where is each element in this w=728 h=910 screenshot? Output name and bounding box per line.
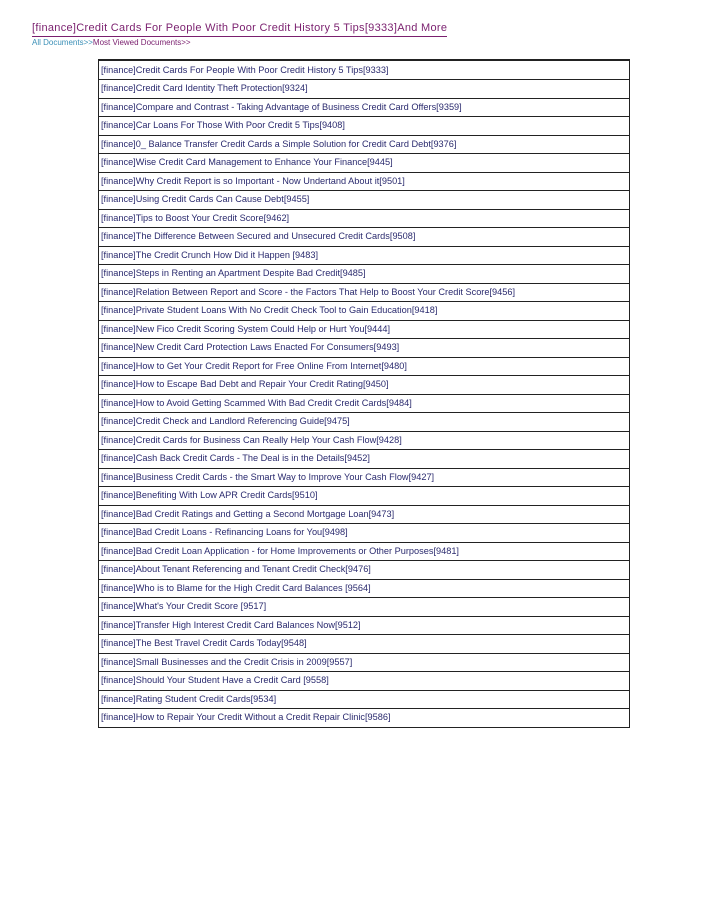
table-row	[99, 654, 629, 673]
document-link[interactable]: [finance]Bad Credit Ratings and Getting a Second Mortgage Loan[9473]	[101, 508, 395, 519]
document-link[interactable]: [finance]Tips to Boost Your Credit Score[9462]	[101, 212, 290, 223]
document-link[interactable]: [finance]Credit Cards For People With Poor Credit History 5 Tips[9333]	[101, 65, 389, 75]
document-link[interactable]: [finance]Credit Cards for Business Can Really Help Your Cash Flow[9428]	[101, 434, 402, 445]
document-link[interactable]: [finance]Rating Student Credit Cards[9534]	[101, 693, 277, 704]
document-link[interactable]: [finance]The Credit Crunch How Did it Happen [9483]	[101, 249, 319, 260]
table-row	[99, 691, 629, 710]
table-row	[99, 117, 629, 136]
table-row	[99, 635, 629, 654]
document-link[interactable]: [finance]How to Avoid Getting Scammed With Bad Credit Credit Cards[9484]	[101, 397, 412, 408]
document-link[interactable]: [finance]Bad Credit Loans - Refinancing Loans for You[9498]	[101, 527, 348, 537]
document-link[interactable]: [finance]What's Your Credit Score [9517]	[101, 601, 267, 611]
table-row	[99, 80, 629, 99]
document-link[interactable]: [finance]Why Credit Report is so Important - Now Undertand About it[9501]	[101, 175, 405, 186]
document-link[interactable]: [finance]Relation Between Report and Score - the Factors That Help to Boost Your Credit Score[9456]	[101, 286, 516, 297]
table-row	[99, 543, 629, 562]
document-link[interactable]: [finance]The Difference Between Secured and Unsecured Credit Cards[9508]	[101, 231, 416, 241]
document-link[interactable]: [finance]Benefiting With Low APR Credit Cards[9510]	[101, 490, 318, 500]
table-row	[99, 506, 629, 525]
table-row	[99, 321, 629, 340]
document-link[interactable]: [finance]New Credit Card Protection Laws Enacted For Consumers[9493]	[101, 342, 400, 352]
document-link[interactable]: [finance]How to Repair Your Credit Without a Credit Repair Clinic[9586]	[101, 712, 391, 722]
document-link[interactable]: [finance]Bad Credit Loan Application - for Home Improvements or Other Purposes[9481]	[101, 545, 459, 556]
breadcrumb	[32, 38, 191, 47]
table-row	[99, 302, 629, 321]
document-link[interactable]: [finance]Cash Back Credit Cards - The Deal is in the Details[9452]	[101, 453, 370, 463]
document-link[interactable]: [finance]Who is to Blame for the High Credit Card Balances [9564]	[101, 582, 371, 593]
document-link[interactable]: [finance]How to Escape Bad Debt and Repair Your Credit Rating[9450]	[101, 379, 389, 389]
breadcrumb-all-documents-link[interactable]: All Documents>>	[32, 38, 93, 47]
table-row	[99, 247, 629, 266]
document-link[interactable]: [finance]New Fico Credit Scoring System Could Help or Hurt You[9444]	[101, 323, 391, 334]
table-row	[99, 339, 629, 358]
document-link[interactable]: [finance]Wise Credit Card Management to Enhance Your Finance[9445]	[101, 157, 393, 167]
document-link[interactable]: [finance]Car Loans For Those With Poor Credit 5 Tips[9408]	[101, 120, 345, 130]
table-row	[99, 284, 629, 303]
document-link[interactable]: [finance]Compare and Contrast - Taking Advantage of Business Credit Card Offers[9359]	[101, 101, 462, 112]
table-row	[99, 154, 629, 173]
table-row	[99, 672, 629, 691]
document-list	[98, 59, 630, 728]
breadcrumb-most-viewed-link[interactable]: Most Viewed Documents>>	[92, 38, 191, 47]
table-row	[99, 487, 629, 506]
table-row	[99, 358, 629, 377]
document-link[interactable]: [finance]Using Credit Cards Can Cause Debt[9455]	[101, 194, 310, 204]
table-row	[99, 413, 629, 432]
document-link[interactable]: [finance]Small Businesses and the Credit Crisis in 2009[9557]	[101, 656, 353, 667]
table-row	[99, 376, 629, 395]
table-row	[99, 395, 629, 414]
document-link[interactable]: [finance]Business Credit Cards - the Smart Way to Improve Your Cash Flow[9427]	[101, 471, 435, 482]
document-link[interactable]: [finance]Credit Check and Landlord Referencing Guide[9475]	[101, 416, 350, 426]
table-row	[99, 617, 629, 636]
table-row	[99, 598, 629, 617]
document-link[interactable]: [finance]Private Student Loans With No Credit Check Tool to Gain Education[9418]	[101, 305, 438, 315]
document-link[interactable]: [finance]About Tenant Referencing and Tenant Credit Check[9476]	[101, 564, 371, 574]
document-link[interactable]: [finance]Should Your Student Have a Credit Card [9558]	[101, 675, 329, 685]
page-title: [finance]Credit Cards For People With Poor Credit History 5 Tips[9333]And More	[32, 22, 447, 37]
document-link[interactable]: [finance]Transfer High Interest Credit Card Balances Now[9512]	[101, 619, 361, 630]
table-row	[99, 60, 629, 80]
table-row	[99, 191, 629, 210]
table-row	[99, 580, 629, 599]
document-link[interactable]: [finance]0_ Balance Transfer Credit Cards a Simple Solution for Credit Card Debt[9376]	[101, 138, 457, 149]
table-row	[99, 99, 629, 118]
table-row	[99, 210, 629, 229]
document-link[interactable]: [finance]Steps in Renting an Apartment Despite Bad Credit[9485]	[101, 268, 366, 278]
table-row	[99, 173, 629, 192]
table-row	[99, 469, 629, 488]
table-row	[99, 136, 629, 155]
table-row	[99, 228, 629, 247]
table-row	[99, 265, 629, 284]
document-link[interactable]: [finance]The Best Travel Credit Cards Today[9548]	[101, 638, 307, 648]
table-row	[99, 561, 629, 580]
document-link[interactable]: [finance]How to Get Your Credit Report for Free Online From Internet[9480]	[101, 360, 407, 371]
table-row	[99, 450, 629, 469]
table-row	[99, 709, 629, 728]
document-link[interactable]: [finance]Credit Card Identity Theft Protection[9324]	[101, 83, 308, 93]
table-row	[99, 432, 629, 451]
table-row	[99, 524, 629, 543]
